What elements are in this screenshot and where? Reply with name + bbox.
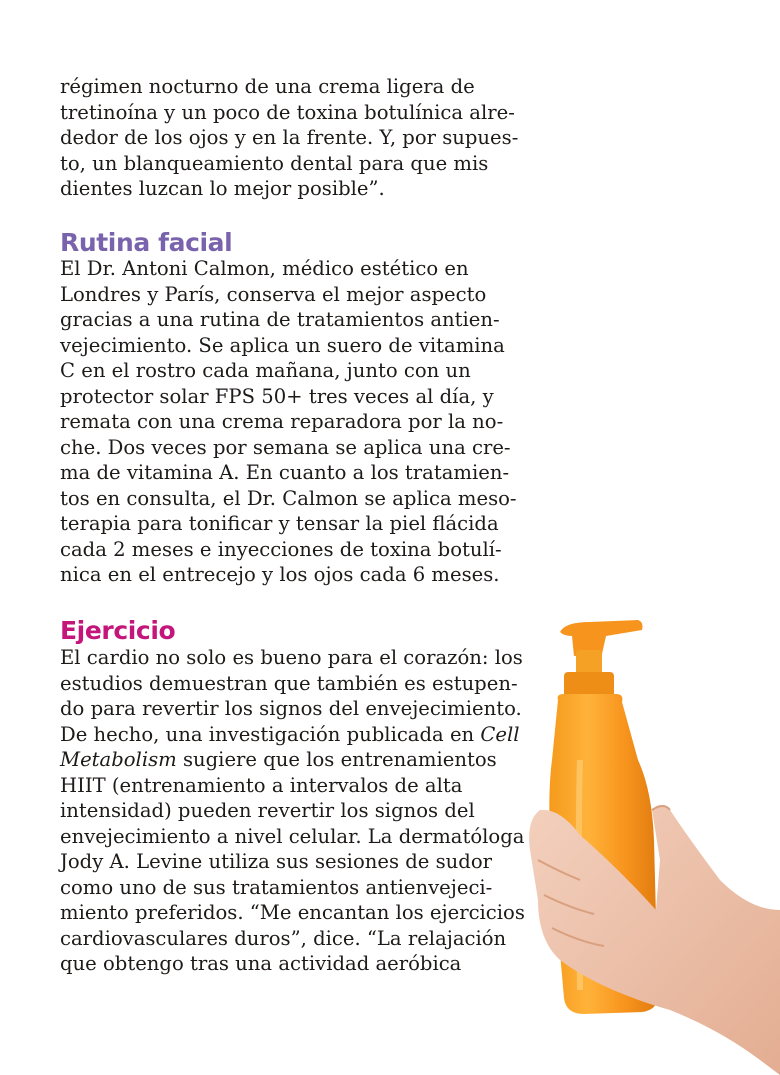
journal-name-part: Metabolism xyxy=(60,748,177,771)
text-line: protector solar FPS 50+ tres veces al día, y xyxy=(60,384,494,408)
text-line: Londres y París, conserva el mejor aspecto xyxy=(60,282,487,306)
text-line: remata con una crema reparadora por la no- xyxy=(60,410,504,433)
hand-icon xyxy=(529,805,780,1075)
text-line: nica en el entrecejo y los ojos cada 6 meses. xyxy=(60,563,500,586)
text-line: tos en consulta, el Dr. Calmon se aplica meso- xyxy=(60,486,517,510)
text-line: C en el rostro cada mañana, junto con un xyxy=(60,359,471,382)
text-line: que obtengo tras una actividad aeróbica xyxy=(60,952,462,975)
text-line: HIIT (entrenamiento a intervalos de alta xyxy=(60,773,463,797)
text-line: envejecimiento a nivel celular. La dermatóloga xyxy=(60,824,525,848)
text-line: Jody A. Levine utiliza sus sesiones de sudor xyxy=(60,850,492,873)
intro-paragraph xyxy=(60,74,519,202)
section-rutina-facial-body xyxy=(60,256,517,588)
text-line: régimen nocturno de una crema ligera de xyxy=(60,75,475,98)
section-ejercicio-body xyxy=(60,645,525,977)
journal-name-part: Cell xyxy=(480,722,520,746)
text-fragment: De hecho, una investigación publicada en xyxy=(60,722,475,746)
text-line xyxy=(60,747,500,773)
text-line: dientes luzcan lo mejor posible”. xyxy=(60,177,385,200)
pump-icon xyxy=(560,620,643,698)
text-fragment: sugiere que los entrenamientos xyxy=(176,748,497,771)
text-line: to, un blanqueamiento dental para que mis xyxy=(60,151,489,175)
text-line: che. Dos veces por semana se aplica una cre- xyxy=(60,435,511,459)
section-heading-rutina-facial: Rutina facial xyxy=(60,228,233,257)
text-line: ma de vitamina A. En cuanto a los tratamien- xyxy=(60,461,510,484)
text-line: tretinoína y un poco de toxina botulínica alre- xyxy=(60,100,515,124)
text-line: como uno de sus tratamientos antienvejeci- xyxy=(60,875,493,899)
text-line: estudios demuestran que también es estupen- xyxy=(60,671,518,695)
text-line: intensidad) pueden revertir los signos del xyxy=(60,799,475,822)
hand-holding-bottle-image xyxy=(520,610,780,1075)
text-line: vejecimiento. Se aplica un suero de vitamina xyxy=(60,333,505,357)
text-line: cardiovasculares duros”, dice. “La relajación xyxy=(60,926,507,950)
text-line: El Dr. Antoni Calmon, médico estético en xyxy=(60,257,469,280)
text-line: El cardio no solo es bueno para el corazón: los xyxy=(60,646,523,669)
text-line: gracias a una rutina de tratamientos antien- xyxy=(60,308,500,331)
text-line: dedor de los ojos y en la frente. Y, por supues- xyxy=(60,126,519,149)
text-line xyxy=(60,722,520,748)
section-heading-ejercicio: Ejercicio xyxy=(60,616,176,645)
text-line: do para revertir los signos del envejecimiento. xyxy=(60,697,522,720)
text-line: miento preferidos. “Me encantan los ejercicios xyxy=(60,901,525,924)
text-line: cada 2 meses e inyecciones de toxina botulí- xyxy=(60,537,502,561)
text-line: terapia para tonificar y tensar la piel flácida xyxy=(60,512,499,535)
